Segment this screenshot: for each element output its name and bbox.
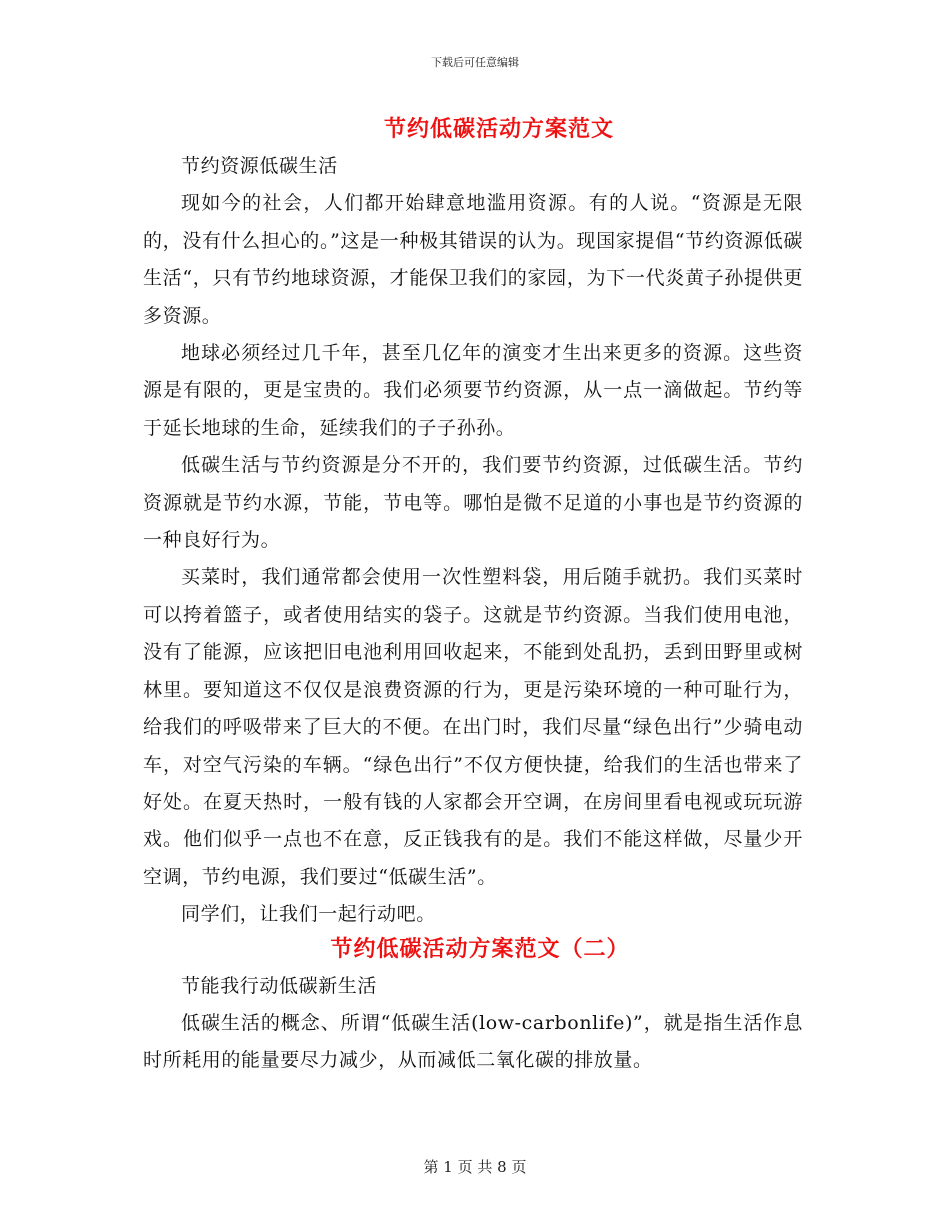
paragraph: 节约资源低碳生活	[181, 155, 338, 177]
paragraph: 买菜时，我们通常都会使用一次性塑料袋，用后随手就扔。我们买菜时可以挎着篮子，或者使用结实的袋子。这就是节约资源。当我们使用电池，没有了能源，应该把旧电池利用回收起来，不能到处乱扔，丢到田野里或树林里。要知道这不仅仅是浪费资源的行为，更是污染环境的一种可耻行为，给我们的呼吸带来了巨大的不便。在出门时，我们尽量“绿色出行”少骑电动车，对空气污染的车辆。“绿色出行”不仅方便快捷，给我们的生活也带来了好处。在夏天热时，一般有钱的人家都会开空调，在房间里看电视或玩玩游戏。他们似乎一点也不在意，反正钱我有的是。我们不能这样做，尽量少开空调，节约电源，我们要过“低碳生活”。	[143, 566, 803, 888]
section-title-1: 节约低碳活动方案范文	[383, 116, 614, 142]
paragraph: 低碳生活的概念、所谓“低碳生活(low-carbonlife)”，就是指生活作息时所耗用的能量要尽力减少，从而减低二氧化碳的排放量。	[143, 1011, 803, 1072]
paragraph: 节能我行动低碳新生活	[181, 974, 378, 997]
section-title-2: 节约低碳活动方案范文（二）	[330, 935, 630, 962]
paragraph: 低碳生活与节约资源是分不开的，我们要节约资源，过低碳生活。节约资源就是节约水源，节能，节电等。哪怕是微不足道的小事也是节约资源的一种良好行为。	[143, 454, 803, 552]
page-footer: 第 1 页 共 8 页	[423, 1158, 527, 1176]
document-body	[143, 110, 803, 1080]
page-header: 下载后可任意编辑	[431, 56, 519, 69]
paragraph: 同学们，让我们一起行动吧。	[181, 903, 436, 926]
paragraph: 地球必须经过几千年，甚至几亿年的演变才生出来更多的资源。这些资源是有限的，更是宝贵的。我们必须要节约资源，从一点一滴做起。节约等于延长地球的生命，延续我们的子子孙孙。	[143, 342, 803, 439]
paragraph: 现如今的社会，人们都开始肆意地滥用资源。有的人说。“资源是无限的，没有什么担心的。”这是一种极其错误的认为。现国家提倡“节约资源低碳生活“，只有节约地球资源，才能保卫我们的家园，为下一代炎黄子孙提供更多资源。	[143, 192, 803, 327]
